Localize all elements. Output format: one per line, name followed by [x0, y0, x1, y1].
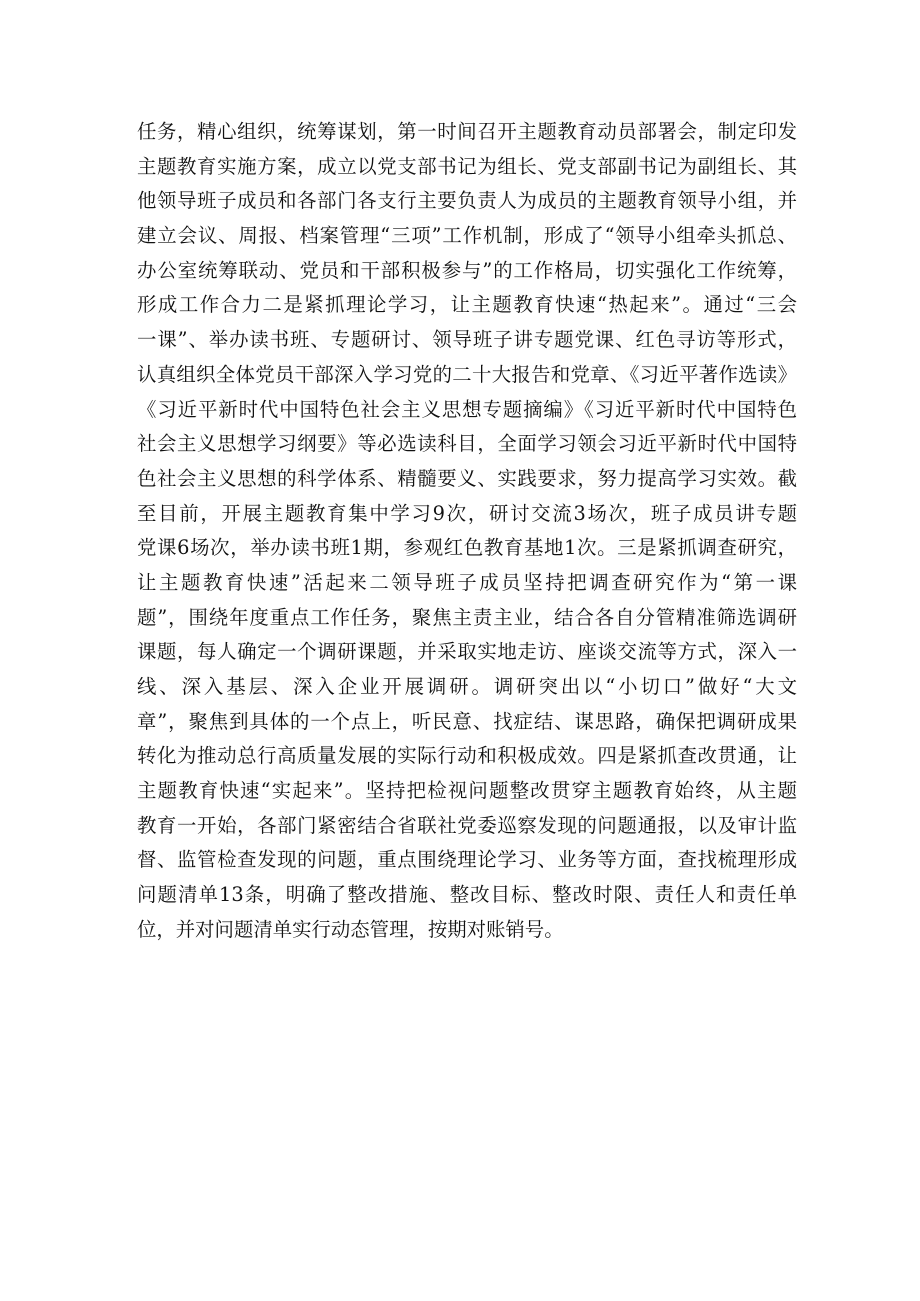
text-line: 至目前，开展主题教育集中学习9次，研讨交流3场次，班子成员讲专题 — [137, 501, 797, 525]
text-line: 他领导班子成员和各部门各支行主要负责人为成员的主题教育领导小组，并 — [137, 189, 797, 213]
text-line: 社会主义思想学习纲要》等必选读科目，全面学习领会习近平新时代中国特 — [137, 432, 797, 456]
text-line: 主题教育快速“实起来”。坚持把检视问题整改贯穿主题教育始终，从主题 — [137, 779, 797, 803]
text-line: 主题教育实施方案，成立以党支部书记为组长、党支部副书记为副组长、其 — [137, 154, 797, 178]
text-line: 教育一开始，各部门紧密结合省联社党委巡察发现的问题通报，以及审计监 — [137, 813, 797, 837]
text-line: 位，并对问题清单实行动态管理，按期对账销号。 — [137, 917, 564, 941]
text-line: 一课”、举办读书班、专题研讨、领导班子讲专题党课、红色寻访等形式， — [137, 328, 797, 352]
text-line: 督、监管检查发现的问题，重点围绕理论学习、业务等方面，查找梳理形成 — [137, 848, 797, 872]
text-line: 形成工作合力二是紧抓理论学习，让主题教育快速“热起来”。通过“三会 — [137, 293, 797, 317]
text-line: 章”，聚焦到具体的一个点上，听民意、找症结、谋思路，确保把调研成果 — [137, 709, 797, 733]
text-line: 课题，每人确定一个调研课题，并采取实地走访、座谈交流等方式，深入一 — [137, 640, 797, 664]
text-line: 任务，精心组织，统筹谋划，第一时间召开主题教育动员部署会，制定印发 — [137, 120, 797, 143]
text-line: 转化为推动总行高质量发展的实际行动和积极成效。四是紧抓查改贯通，让 — [137, 744, 797, 768]
text-line: 《习近平新时代中国特色社会主义思想专题摘编》《习近平新时代中国特色 — [137, 397, 797, 421]
text-line: 党课6场次，举办读书班1期，参观红色教育基地1次。三是紧抓调查研究， — [137, 536, 797, 560]
body-paragraph — [137, 115, 797, 948]
text-line: 让主题教育快速”活起来二领导班子成员坚持把调查研究作为“第一课 — [137, 570, 797, 594]
text-line: 题”，围绕年度重点工作任务，聚焦主责主业，结合各自分管精准筛选调研 — [137, 605, 797, 629]
text-line: 色社会主义思想的科学体系、精髓要义、实践要求，努力提高学习实效。截 — [137, 466, 797, 490]
text-line: 建立会议、周报、档案管理“三项”工作机制，形成了“领导小组牵头抓总、 — [137, 224, 797, 248]
text-line: 线、深入基层、深入企业开展调研。调研突出以“小切口”做好“大文 — [137, 675, 797, 698]
text-line: 问题清单13条，明确了整改措施、整改目标、整改时限、责任人和责任单 — [137, 883, 797, 907]
text-line: 认真组织全体党员干部深入学习党的二十大报告和党章、《习近平著作选读》 — [137, 362, 797, 386]
text-line: 办公室统筹联动、党员和干部积极参与”的工作格局，切实强化工作统筹， — [137, 258, 797, 282]
